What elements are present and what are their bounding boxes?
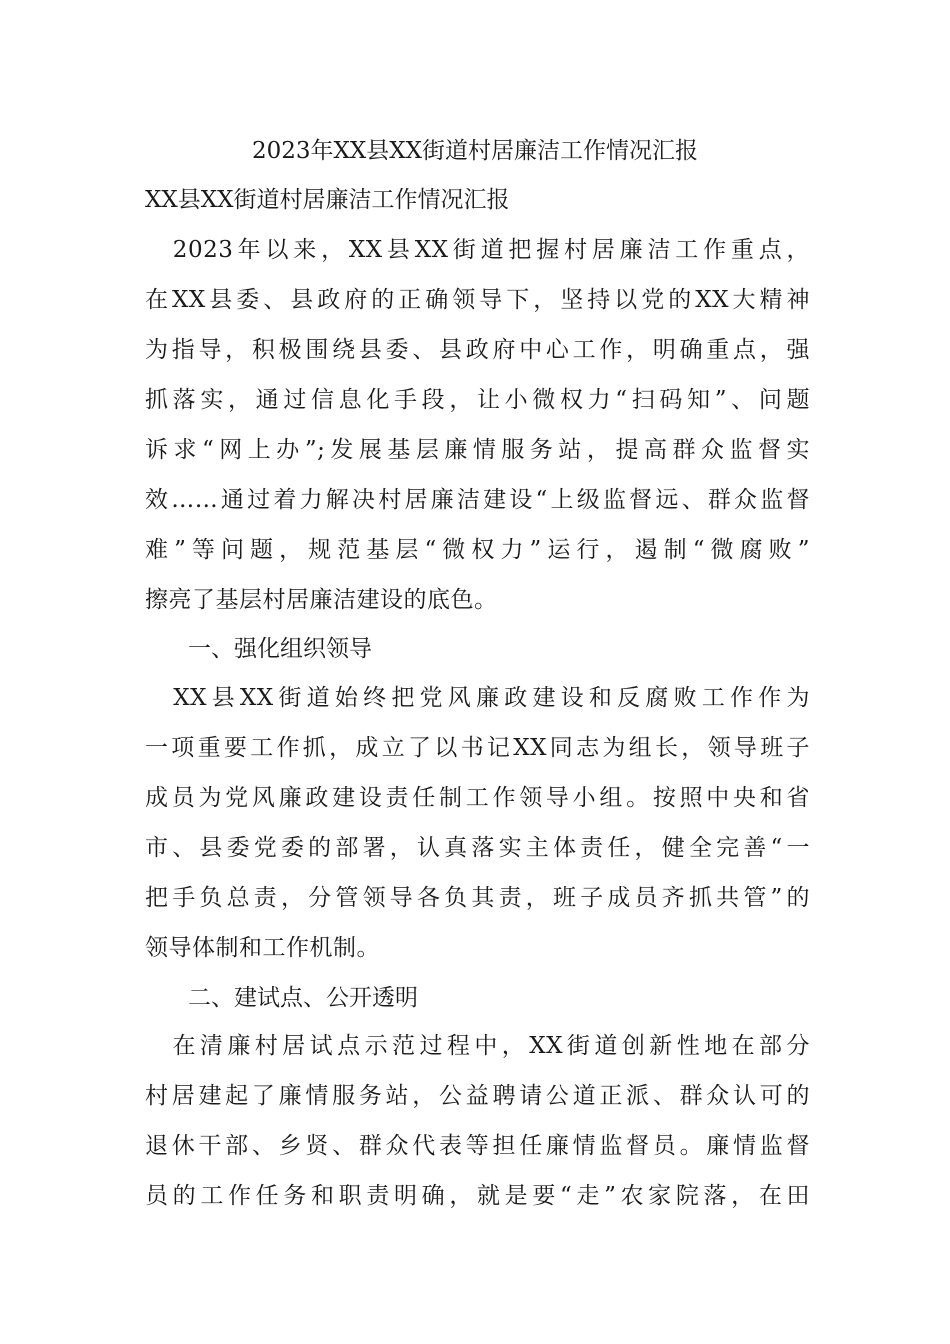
paragraph-3-line: 员的工作任务和职责明确，就是要“走”农家院落，在田 bbox=[145, 1183, 810, 1209]
paragraph-1-line: 2023年以来，XX县XX街道把握村居廉洁工作重点， bbox=[145, 237, 810, 263]
paragraph-2-line: 一项重要工作抓，成立了以书记XX同志为组长，领导班子 bbox=[145, 735, 810, 761]
document-subtitle: XX县XX街道村居廉洁工作情况汇报 bbox=[145, 187, 510, 213]
paragraph-3-line: 退休干部、乡贤、群众代表等担任廉情监督员。廉情监督 bbox=[145, 1133, 810, 1159]
paragraph-3-line: 村居建起了廉情服务站，公益聘请公道正派、群众认可的 bbox=[145, 1083, 810, 1109]
paragraph-1-line: 抓落实，通过信息化手段，让小微权力“扫码知”、问题 bbox=[145, 387, 810, 413]
paragraph-1-line: 效……通过着力解决村居廉洁建设“上级监督远、群众监督 bbox=[145, 487, 810, 513]
paragraph-1-line: 难”等问题，规范基层“微权力”运行，遏制“微腐败” bbox=[145, 537, 810, 563]
document-title: 2023年XX县XX街道村居廉洁工作情况汇报 bbox=[251, 138, 699, 164]
paragraph-1-line: 擦亮了基层村居廉洁建设的底色。 bbox=[145, 587, 498, 613]
paragraph-3-line: 在清廉村居试点示范过程中，XX街道创新性地在部分 bbox=[145, 1033, 810, 1059]
section-heading-2: 二、建试点、公开透明 bbox=[188, 985, 418, 1011]
paragraph-2-line: 领导体制和工作机制。 bbox=[145, 935, 380, 961]
paragraph-2-line: 市、县委党委的部署，认真落实主体责任，健全完善“一 bbox=[145, 835, 810, 861]
paragraph-2-line: 成员为党风廉政建设责任制工作领导小组。按照中央和省 bbox=[145, 785, 810, 811]
paragraph-2-line: 把手负总责，分管领导各负其责，班子成员齐抓共管”的 bbox=[145, 885, 810, 911]
paragraph-1-line: 在XX县委、县政府的正确领导下，坚持以党的XX大精神 bbox=[145, 287, 810, 313]
paragraph-1-line: 为指导，积极围绕县委、县政府中心工作，明确重点，强 bbox=[145, 337, 810, 363]
paragraph-2-line: XX县XX街道始终把党风廉政建设和反腐败工作作为 bbox=[145, 685, 810, 711]
section-heading-1: 一、强化组织领导 bbox=[188, 636, 372, 662]
paragraph-1-line: 诉求“网上办”;发展基层廉情服务站，提高群众监督实 bbox=[145, 437, 810, 463]
